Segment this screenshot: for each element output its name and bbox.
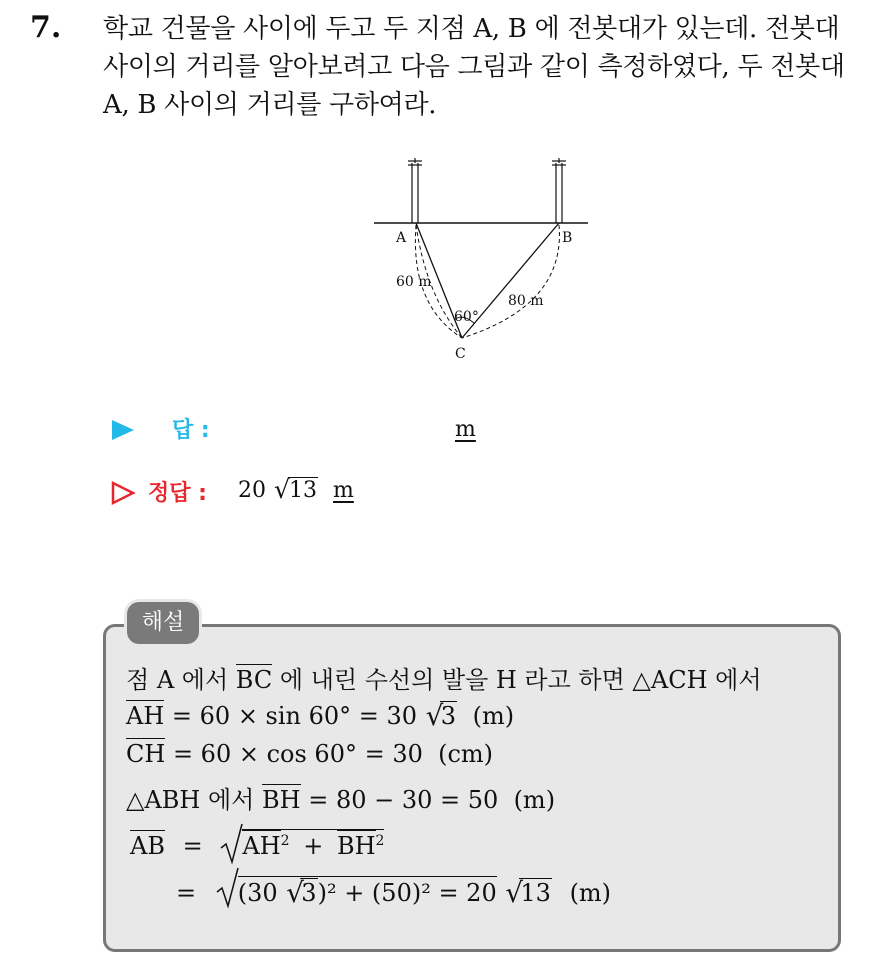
- sol-expr: = 60 × sin 60° = 30: [171, 702, 418, 730]
- correct-marker-icon: [110, 480, 136, 506]
- solution-line-4: [126, 780, 555, 815]
- sqrt-sign: [427, 702, 457, 730]
- sol-unit: (m): [472, 702, 515, 730]
- segment-ab-label: AB: [130, 832, 165, 860]
- solution-line-5: [130, 832, 384, 860]
- correct-coef: 20: [238, 478, 266, 503]
- sol-eq: =: [176, 879, 197, 907]
- correct-answer-value: [238, 478, 354, 503]
- sqrt-radicand: [242, 829, 384, 860]
- sqrt-sign: [287, 879, 317, 907]
- segment-ah-label: AH: [242, 832, 281, 860]
- solution-line-3: [126, 740, 493, 768]
- radicand: 13: [520, 879, 551, 907]
- answer-unit: m: [455, 417, 476, 442]
- answer-marker-icon: [110, 418, 136, 442]
- sol-text: 에 내린 수선의 발을 H 라고 하면 △ACH 에서: [279, 666, 762, 694]
- question-line: A, B 사이의 거리를 구하여라.: [103, 90, 437, 120]
- answer-label: 답 :: [172, 418, 210, 443]
- correct-radicand: 13: [289, 478, 317, 503]
- sqrt-sign: [275, 478, 318, 503]
- label-ac: 60 m: [396, 274, 432, 290]
- question-line: 학교 건물을 사이에 두고 두 지점 A, B 에 전봇대가 있는데. 전봇대: [103, 14, 840, 44]
- radicand: 3: [440, 702, 456, 730]
- big-sqrt: [220, 832, 384, 860]
- figure-poles-diagram: [370, 155, 600, 374]
- sqrt-sign-icon: [216, 866, 240, 910]
- segment-bh-label: BH: [336, 832, 376, 860]
- question-text: [103, 10, 863, 124]
- exponent: 2: [280, 833, 290, 849]
- sol-expr: )² + (50)² = 20: [317, 879, 497, 907]
- solution-tag: 해설: [127, 602, 199, 644]
- segment-bh-label: BH: [262, 786, 301, 814]
- label-b: B: [562, 230, 573, 246]
- segment-ch-label: CH: [126, 740, 166, 768]
- segment-ah-label: AH: [126, 702, 165, 730]
- sol-expr: = 80 − 30 = 50 (m): [308, 786, 556, 814]
- segment-bc-label: BC: [235, 666, 273, 694]
- solution-line-6: [176, 876, 611, 907]
- sol-plus: +: [303, 832, 324, 860]
- solution-line-1: [126, 660, 762, 695]
- sol-text: 점 A 에서: [126, 666, 229, 694]
- label-a: A: [396, 230, 407, 246]
- label-bc: 80 m: [508, 293, 544, 309]
- sol-expr: (30: [237, 879, 278, 907]
- pole-b: [552, 158, 566, 223]
- correct-answer-label: 정답 :: [148, 481, 207, 506]
- correct-unit: m: [333, 478, 354, 503]
- sol-unit: (m): [569, 879, 612, 907]
- sol-eq: =: [182, 832, 203, 860]
- figure-svg: [370, 155, 600, 370]
- sol-expr: = 60 × cos 60° = 30 (cm): [172, 740, 494, 768]
- label-c: C: [455, 346, 466, 362]
- label-angle: 60°: [454, 309, 479, 325]
- exponent: 2: [375, 833, 385, 849]
- pole-a: [408, 158, 422, 223]
- question-line: 사이의 거리를 알아보려고 다음 그림과 같이 측정하였다, 두 전봇대: [103, 52, 845, 82]
- radicand: 3: [301, 879, 317, 907]
- solution-line-2: [126, 702, 514, 730]
- question-number: 7.: [30, 10, 62, 45]
- sqrt-sign: [506, 879, 552, 907]
- sol-text: △ABH 에서: [126, 786, 255, 814]
- big-sqrt: [216, 876, 497, 907]
- sqrt-sign-icon: [220, 822, 244, 866]
- sqrt-radicand: [238, 876, 497, 907]
